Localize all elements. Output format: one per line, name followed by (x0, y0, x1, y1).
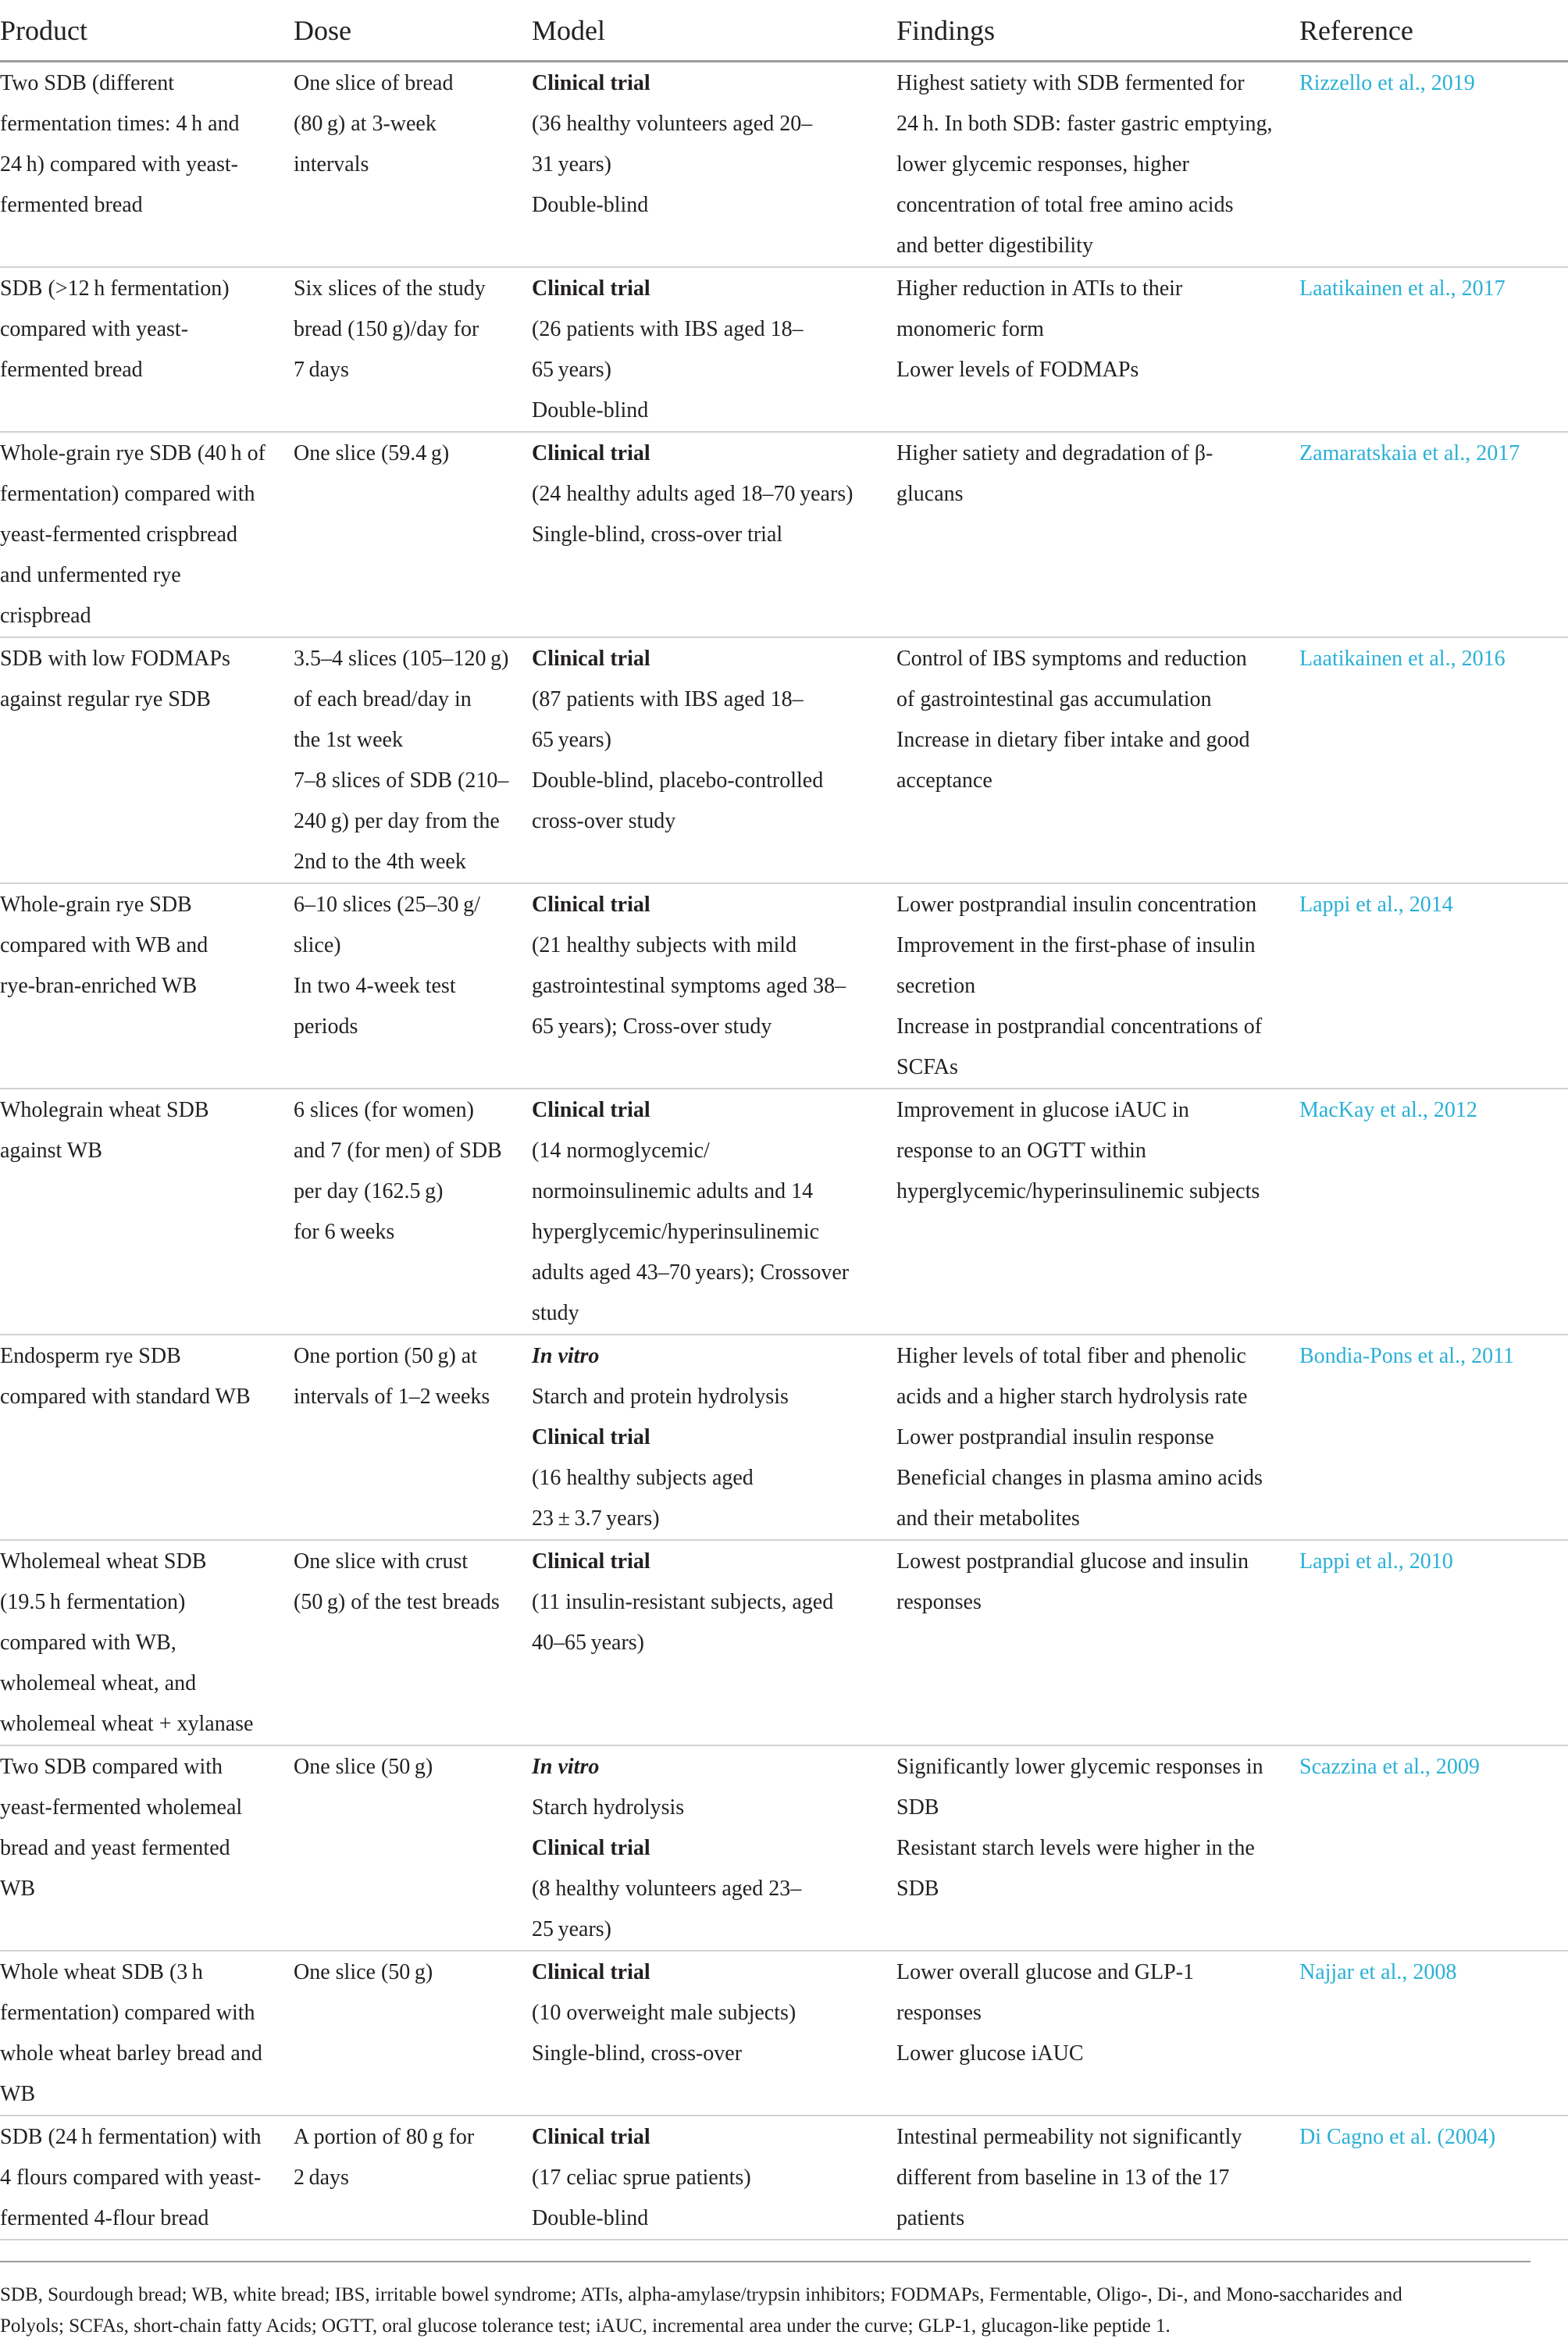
table-row (0, 1335, 1568, 1540)
dose-line: 240 g) per day from the (294, 808, 500, 833)
table-row (0, 637, 1568, 883)
dose-cell (294, 1540, 532, 1745)
dose-cell (294, 1951, 532, 2116)
findings-line: Increase in postprandial concentrations of (896, 1014, 1263, 1039)
findings-line: Resistant starch levels were higher in the (896, 1835, 1255, 1860)
findings-cell (896, 1089, 1299, 1335)
dose-line: (50 g) of the test breads (294, 1589, 500, 1614)
dose-line: 7–8 slices of SDB (210– (294, 768, 509, 793)
product-cell (0, 637, 294, 883)
dose-line: 3.5–4 slices (105–120 g) (294, 646, 509, 671)
table-row (0, 432, 1568, 637)
findings-line: responses (896, 2000, 982, 2025)
product-cell (0, 432, 294, 637)
reference-link[interactable]: Scazzina et al., 2009 (1299, 1754, 1480, 1779)
reference-cell (1299, 637, 1568, 883)
product-line: fermented bread (0, 357, 143, 382)
product-line: Whole-grain rye SDB (40 h of (0, 440, 265, 465)
model-line: (36 healthy volunteers aged 20– (532, 111, 813, 136)
dose-line: One slice (50 g) (294, 1754, 433, 1779)
product-cell (0, 61, 294, 267)
header-reference: Reference (1299, 15, 1413, 47)
reference-cell (1299, 1540, 1568, 1745)
findings-line: Significantly lower glycemic responses in (896, 1754, 1263, 1779)
findings-line: Higher satiety and degradation of β- (896, 440, 1213, 465)
product-line: yeast-fermented crispbread (0, 522, 237, 547)
findings-line: of gastrointestinal gas accumulation (896, 686, 1212, 711)
findings-line: different from baseline in 13 of the 17 (896, 2165, 1230, 2190)
table-row (0, 1089, 1568, 1335)
dose-cell (294, 1745, 532, 1951)
model-line: adults aged 43–70 years); Crossover (532, 1260, 850, 1285)
dose-line: 6–10 slices (25–30 g/ (294, 892, 480, 917)
dose-line: and 7 (for men) of SDB (294, 1138, 502, 1163)
dose-line: One slice with crust (294, 1549, 469, 1574)
findings-cell (896, 1745, 1299, 1951)
header-row (0, 0, 1568, 61)
dose-line: One portion (50 g) at (294, 1343, 477, 1368)
model-cell (532, 267, 896, 432)
table-row (0, 2116, 1568, 2240)
table-footnote (0, 2261, 1531, 2342)
dose-cell (294, 432, 532, 637)
model-line: (14 normoglycemic/ (532, 1138, 710, 1163)
reference-cell (1299, 267, 1568, 432)
model-line: 65 years) (532, 357, 612, 382)
reference-cell (1299, 2116, 1568, 2240)
dose-line: 2 days (294, 2165, 349, 2190)
findings-line: SDB (896, 1795, 939, 1820)
reference-cell (1299, 432, 1568, 637)
model-line: (10 overweight male subjects) (532, 2000, 796, 2025)
dose-line: In two 4-week test (294, 973, 456, 998)
findings-line: concentration of total free amino acids (896, 192, 1234, 217)
findings-line: Lower postprandial insulin concentration (896, 892, 1257, 917)
model-line: Single-blind, cross-over trial (532, 522, 783, 547)
model-line: Clinical trial (532, 646, 650, 671)
dose-line: for 6 weeks (294, 1219, 395, 1244)
model-line: Clinical trial (532, 1959, 650, 1984)
findings-line: lower glycemic responses, higher (896, 151, 1189, 176)
product-line: against regular rye SDB (0, 686, 211, 711)
model-cell (532, 1540, 896, 1745)
findings-line: acids and a higher starch hydrolysis rate (896, 1384, 1248, 1409)
findings-cell (896, 1335, 1299, 1540)
findings-line: response to an OGTT within (896, 1138, 1146, 1163)
product-line: rye-bran-enriched WB (0, 973, 198, 998)
product-line: against WB (0, 1138, 102, 1163)
product-cell (0, 2116, 294, 2240)
product-line: fermentation times: 4 h and (0, 111, 240, 136)
model-line: gastrointestinal symptoms aged 38– (532, 973, 846, 998)
findings-line: monomeric form (896, 316, 1044, 341)
model-line: 40–65 years) (532, 1630, 645, 1655)
model-line: Single-blind, cross-over (532, 2041, 743, 2066)
dose-line: 7 days (294, 357, 349, 382)
findings-line: glucans (896, 481, 964, 506)
findings-line: and their metabolites (896, 1506, 1080, 1531)
dose-line: Six slices of the study (294, 276, 486, 301)
model-line: (21 healthy subjects with mild (532, 932, 797, 957)
product-line: Whole-grain rye SDB (0, 892, 192, 917)
model-line: cross-over study (532, 808, 676, 833)
findings-cell (896, 432, 1299, 637)
model-cell (532, 61, 896, 267)
model-line: Clinical trial (532, 1424, 650, 1449)
table-row (0, 1745, 1568, 1951)
header-model: Model (532, 15, 605, 47)
footnote-line: SDB, Sourdough bread; WB, white bread; IBS, irritable bowel syndrome; ATIs, alpha-amylase/trypsin inhibitors; FODMAPs, Fermentable, Oligo-, Di-, and Mono-saccharides and (0, 2283, 1402, 2305)
findings-line: patients (896, 2205, 965, 2230)
findings-line: Control of IBS symptoms and reduction (896, 646, 1247, 671)
findings-cell (896, 1540, 1299, 1745)
model-cell (532, 883, 896, 1089)
footnote-line: Polyols; SCFAs, short-chain fatty Acids; OGTT, oral glucose tolerance test; iAUC, incremental area under the curve; GLP-1, glucagon-like peptide 1. (0, 2315, 1171, 2337)
product-line: WB (0, 2081, 36, 2106)
findings-cell (896, 1951, 1299, 2116)
findings-line: Lower postprandial insulin response (896, 1424, 1214, 1449)
table-header (0, 0, 1568, 61)
reference-cell (1299, 1951, 1568, 2116)
model-line: Starch and protein hydrolysis (532, 1384, 789, 1409)
model-line: Double-blind (532, 397, 649, 422)
model-line: 25 years) (532, 1916, 612, 1941)
dose-cell (294, 1089, 532, 1335)
product-cell (0, 1089, 294, 1335)
product-line: wholemeal wheat + xylanase (0, 1711, 254, 1736)
findings-line: secretion (896, 973, 976, 998)
findings-line: responses (896, 1589, 982, 1614)
product-line: bread and yeast fermented (0, 1835, 230, 1860)
model-line: Clinical trial (532, 440, 650, 465)
findings-line: acceptance (896, 768, 992, 793)
findings-line: Improvement in the first-phase of insulin (896, 932, 1256, 957)
product-line: SDB (>12 h fermentation) (0, 276, 230, 301)
header-findings: Findings (896, 15, 996, 47)
dose-cell (294, 637, 532, 883)
model-cell (532, 432, 896, 637)
findings-cell (896, 267, 1299, 432)
findings-line: Lower levels of FODMAPs (896, 357, 1139, 382)
header-product: Product (0, 15, 87, 47)
reference-cell (1299, 1745, 1568, 1951)
model-line: normoinsulinemic adults and 14 (532, 1178, 814, 1203)
model-line: In vitro (532, 1343, 600, 1368)
model-line: 23 ± 3.7 years) (532, 1506, 660, 1531)
reference-cell (1299, 1089, 1568, 1335)
model-line: Clinical trial (532, 276, 650, 301)
dose-line: intervals (294, 151, 369, 176)
findings-cell (896, 637, 1299, 883)
model-cell (532, 1951, 896, 2116)
dose-line: of each bread/day in (294, 686, 472, 711)
table-row (0, 1540, 1568, 1745)
dose-line: One slice (59.4 g) (294, 440, 450, 465)
reference-cell (1299, 883, 1568, 1089)
product-line: (19.5 h fermentation) (0, 1589, 186, 1614)
model-line: Double-blind, placebo-controlled (532, 768, 824, 793)
model-cell (532, 1089, 896, 1335)
table-row (0, 61, 1568, 267)
model-line: Clinical trial (532, 70, 650, 95)
dose-line: per day (162.5 g) (294, 1178, 444, 1203)
reference-link[interactable]: Najjar et al., 2008 (1299, 1959, 1457, 1984)
product-line: fermentation) compared with (0, 2000, 255, 2025)
product-line: SDB with low FODMAPs (0, 646, 230, 671)
findings-line: hyperglycemic/hyperinsulinemic subjects (896, 1178, 1260, 1203)
dose-line: bread (150 g)/day for (294, 316, 479, 341)
product-line: compared with yeast- (0, 316, 189, 341)
findings-line: SDB (896, 1876, 939, 1901)
findings-line: Intestinal permeability not significantly (896, 2124, 1242, 2149)
product-line: wholemeal wheat, and (0, 1670, 197, 1695)
product-line: Wholemeal wheat SDB (0, 1549, 207, 1574)
findings-cell (896, 61, 1299, 267)
table-row (0, 267, 1568, 432)
dose-line: periods (294, 1014, 358, 1039)
model-cell (532, 1335, 896, 1540)
table-row (0, 883, 1568, 1089)
table-row (0, 1951, 1568, 2116)
product-line: compared with WB and (0, 932, 208, 957)
findings-line: Increase in dietary fiber intake and good (896, 727, 1250, 752)
product-line: fermented 4-flour bread (0, 2205, 209, 2230)
model-line: 31 years) (532, 151, 612, 176)
product-line: yeast-fermented wholemeal (0, 1795, 243, 1820)
findings-line: Improvement in glucose iAUC in (896, 1097, 1189, 1122)
model-line: Clinical trial (532, 1549, 650, 1574)
product-line: SDB (24 h fermentation) with (0, 2124, 262, 2149)
product-line: fermentation) compared with (0, 481, 255, 506)
product-line: crispbread (0, 603, 91, 628)
dose-line: One slice (50 g) (294, 1959, 433, 1984)
model-line: Clinical trial (532, 1835, 650, 1860)
product-line: whole wheat barley bread and (0, 2041, 262, 2066)
model-line: Clinical trial (532, 892, 650, 917)
reference-link[interactable]: Lappi et al., 2010 (1299, 1549, 1453, 1574)
dose-line: the 1st week (294, 727, 403, 752)
model-line: hyperglycemic/hyperinsulinemic (532, 1219, 820, 1244)
findings-line: Lower overall glucose and GLP-1 (896, 1959, 1194, 1984)
reference-link[interactable]: Zamaratskaia et al., 2017 (1299, 440, 1520, 465)
product-line: and unfermented rye (0, 562, 181, 587)
model-cell (532, 2116, 896, 2240)
model-line: (8 healthy volunteers aged 23– (532, 1876, 802, 1901)
header-dose: Dose (294, 15, 351, 47)
model-line: (26 patients with IBS aged 18– (532, 316, 804, 341)
model-line: 65 years); Cross-over study (532, 1014, 772, 1039)
findings-cell (896, 883, 1299, 1089)
model-line: (11 insulin-resistant subjects, aged (532, 1589, 834, 1614)
product-line: WB (0, 1876, 36, 1901)
findings-line: Higher reduction in ATIs to their (896, 276, 1183, 301)
product-line: 24 h) compared with yeast- (0, 151, 238, 176)
product-cell (0, 1335, 294, 1540)
model-cell (532, 637, 896, 883)
product-line: compared with WB, (0, 1630, 176, 1655)
dose-line: (80 g) at 3-week (294, 111, 437, 136)
findings-line: 24 h. In both SDB: faster gastric emptying, (896, 111, 1273, 136)
product-line: Two SDB (different (0, 70, 175, 95)
findings-line: SCFAs (896, 1054, 958, 1079)
reference-cell (1299, 61, 1568, 267)
product-cell (0, 1745, 294, 1951)
reference-link[interactable]: Laatikainen et al., 2017 (1299, 276, 1506, 301)
model-line: study (532, 1300, 579, 1325)
dose-line: intervals of 1–2 weeks (294, 1384, 490, 1409)
findings-line: Lower glucose iAUC (896, 2041, 1084, 2066)
dose-cell (294, 2116, 532, 2240)
product-line: Whole wheat SDB (3 h (0, 1959, 203, 1984)
model-line: Clinical trial (532, 2124, 650, 2149)
model-line: Starch hydrolysis (532, 1795, 685, 1820)
reference-link[interactable]: Lappi et al., 2014 (1299, 892, 1453, 917)
product-line: Wholegrain wheat SDB (0, 1097, 209, 1122)
model-line: (17 celiac sprue patients) (532, 2165, 751, 2190)
product-line: Endosperm rye SDB (0, 1343, 181, 1368)
model-line: In vitro (532, 1754, 600, 1779)
product-cell (0, 883, 294, 1089)
model-line: 65 years) (532, 727, 612, 752)
product-cell (0, 267, 294, 432)
product-line: Two SDB compared with (0, 1754, 223, 1779)
dose-cell (294, 883, 532, 1089)
reference-link[interactable]: Rizzello et al., 2019 (1299, 70, 1475, 95)
dose-line: A portion of 80 g for (294, 2124, 475, 2149)
model-line: (24 healthy adults aged 18–70 years) (532, 481, 853, 506)
model-cell (532, 1745, 896, 1951)
reference-link[interactable]: Di Cagno et al. (2004) (1299, 2124, 1496, 2149)
reference-cell (1299, 1335, 1568, 1540)
model-line: (16 healthy subjects aged (532, 1465, 754, 1490)
findings-line: Highest satiety with SDB fermented for (896, 70, 1245, 95)
reference-link[interactable]: MacKay et al., 2012 (1299, 1097, 1477, 1122)
model-line: Double-blind (532, 192, 649, 217)
product-line: 4 flours compared with yeast- (0, 2165, 262, 2190)
dose-cell (294, 1335, 532, 1540)
dose-line: slice) (294, 932, 341, 957)
model-line: Double-blind (532, 2205, 649, 2230)
table-body (0, 61, 1568, 2240)
dose-line: One slice of bread (294, 70, 454, 95)
findings-line: Lowest postprandial glucose and insulin (896, 1549, 1249, 1574)
dose-line: 2nd to the 4th week (294, 849, 466, 874)
findings-cell (896, 2116, 1299, 2240)
reference-link[interactable]: Bondia-Pons et al., 2011 (1299, 1343, 1515, 1368)
product-line: compared with standard WB (0, 1384, 251, 1409)
findings-line: Beneficial changes in plasma amino acids (896, 1465, 1263, 1490)
findings-line: and better digestibility (896, 233, 1093, 258)
findings-line: Higher levels of total fiber and phenolic (896, 1343, 1246, 1368)
product-cell (0, 1951, 294, 2116)
product-cell (0, 1540, 294, 1745)
model-line: Clinical trial (532, 1097, 650, 1122)
reference-link[interactable]: Laatikainen et al., 2016 (1299, 646, 1506, 671)
dose-cell (294, 61, 532, 267)
dose-line: 6 slices (for women) (294, 1097, 474, 1122)
product-line: fermented bread (0, 192, 143, 217)
model-line: (87 patients with IBS aged 18– (532, 686, 804, 711)
dose-cell (294, 267, 532, 432)
